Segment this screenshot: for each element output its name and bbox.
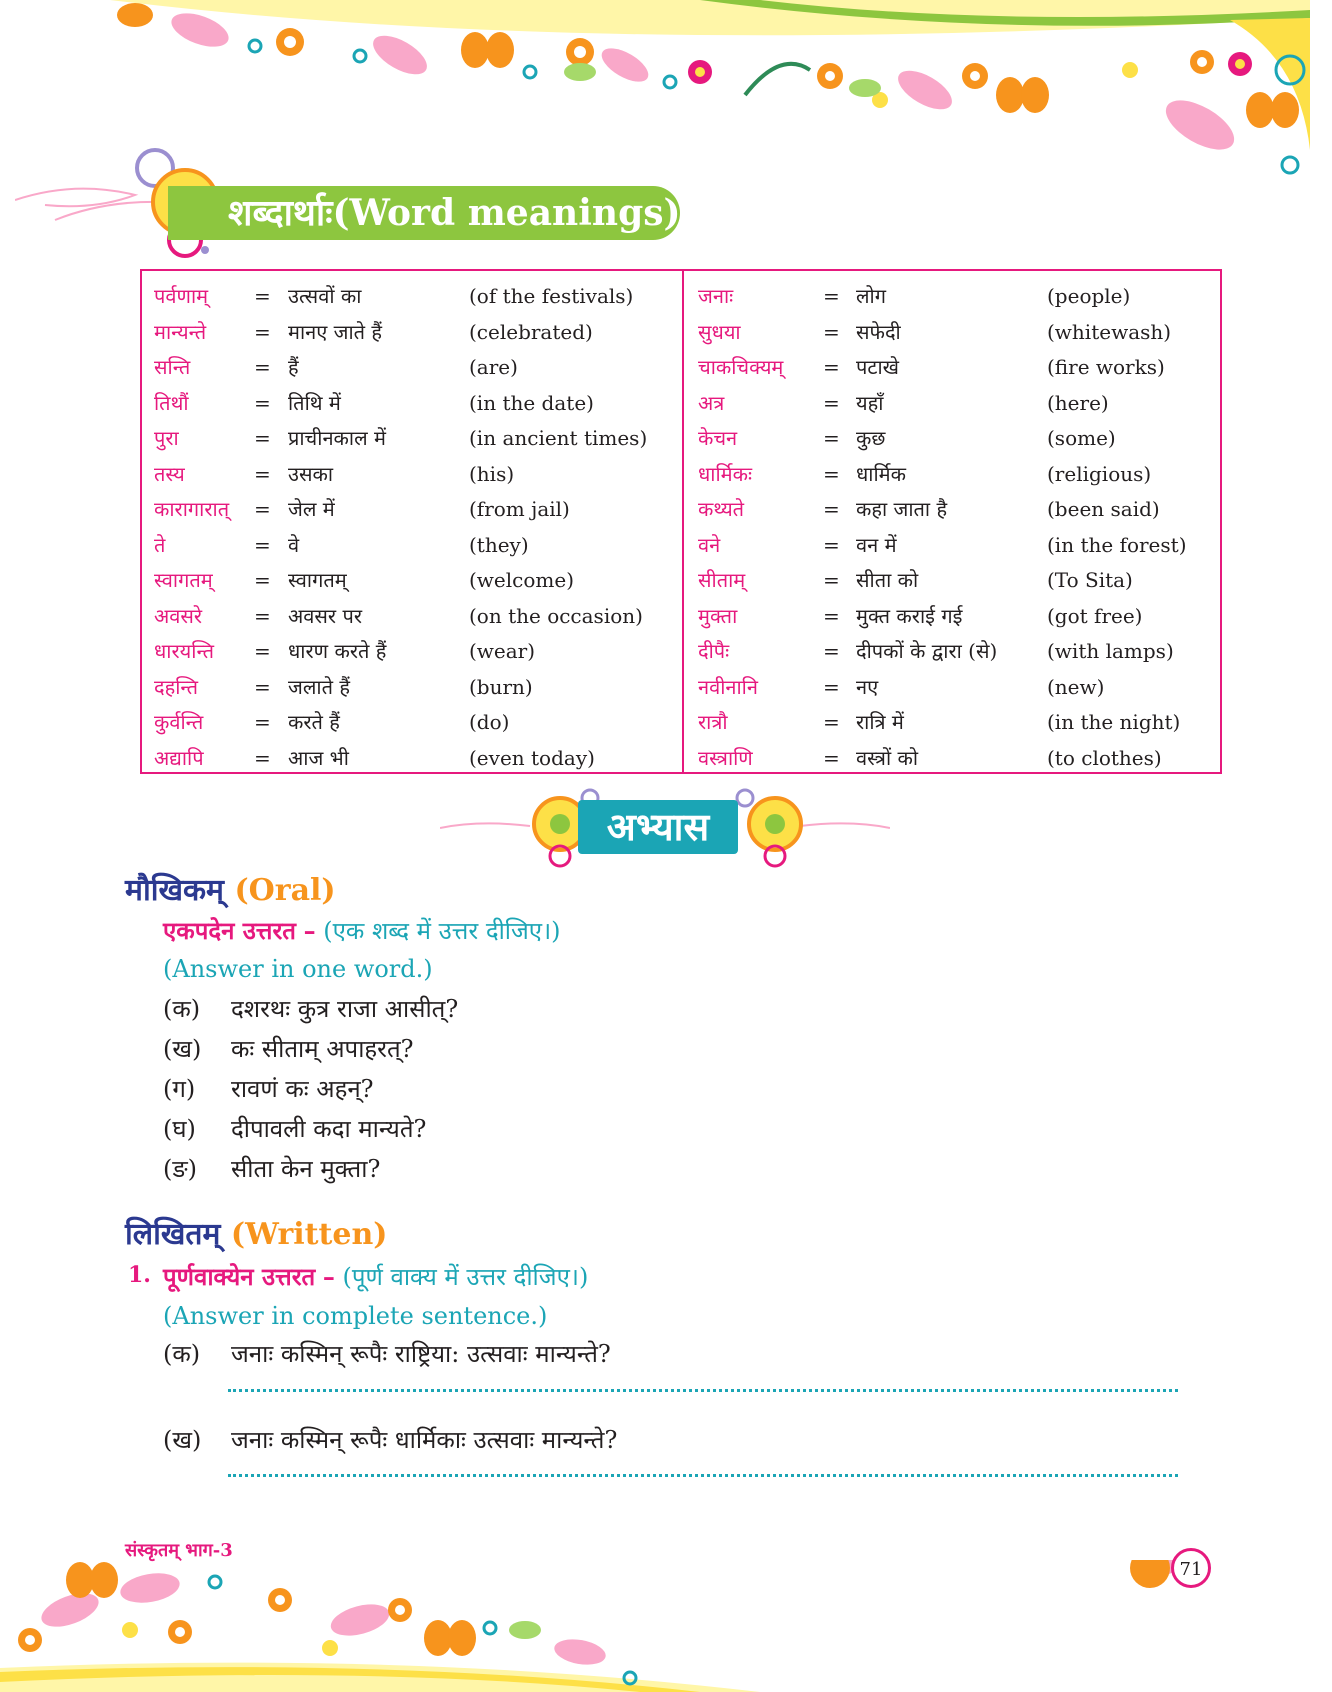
- english-meaning: (people): [1047, 284, 1131, 308]
- hindi-meaning: सीता को: [856, 568, 919, 592]
- english-meaning: (To Sita): [1047, 568, 1133, 592]
- equals-sign: =: [823, 568, 840, 592]
- hindi-meaning: करते हैं: [288, 710, 340, 734]
- question-label: (ङ): [163, 1155, 198, 1183]
- equals-sign: =: [254, 461, 271, 486]
- equals-sign: =: [823, 355, 840, 379]
- table-row: [154, 670, 674, 706]
- table-row: [154, 315, 674, 351]
- english-meaning: (burn): [469, 674, 533, 699]
- equals-sign: =: [823, 674, 840, 699]
- leaf-icon: [509, 1621, 541, 1639]
- english-meaning: (here): [1047, 390, 1109, 415]
- sanskrit-word: ते: [154, 532, 166, 557]
- table-row: [698, 350, 1218, 386]
- equals-sign: =: [823, 532, 840, 557]
- hindi-meaning: उसका: [288, 461, 334, 486]
- table-row: [154, 457, 674, 493]
- butterfly-icon: [66, 1562, 476, 1656]
- english-meaning: (in the night): [1047, 710, 1181, 734]
- equals-sign: =: [823, 284, 840, 308]
- written-title-sanskrit: लिखितम्: [125, 1217, 221, 1252]
- page-number: 71: [1171, 1548, 1211, 1588]
- oral-title-sanskrit: मौखिकम्: [125, 873, 224, 908]
- question-text: जनाः कस्मिन् रूपैः धार्मिकाः उत्सवाः मान्यन्ते?: [231, 1426, 618, 1454]
- hindi-meaning: मानए जाते हैं: [288, 319, 383, 344]
- sanskrit-word: चाकचिक्यम्: [698, 355, 784, 379]
- equals-sign: =: [823, 319, 840, 344]
- equals-sign: =: [823, 497, 840, 521]
- equals-sign: =: [254, 319, 271, 344]
- sanskrit-word: धार्मिकः: [698, 461, 753, 486]
- english-meaning: (his): [469, 461, 515, 486]
- table-divider: [682, 271, 684, 772]
- bottom-floral-border: [0, 1560, 1332, 1692]
- sanskrit-word: मान्यन्ते: [154, 319, 207, 344]
- table-row: [154, 528, 674, 564]
- sanskrit-word: तिथौं: [154, 390, 189, 415]
- written-question: [163, 1337, 611, 1370]
- equals-sign: =: [823, 603, 840, 628]
- written-instruction-english: (Answer in complete sentence.): [163, 1302, 548, 1330]
- table-row: [698, 670, 1218, 706]
- petal-icon: [37, 1569, 608, 1668]
- sanskrit-word: सीताम्: [698, 568, 746, 592]
- table-row: [154, 279, 674, 315]
- sanskrit-word: तस्य: [154, 461, 185, 486]
- english-meaning: (wear): [469, 639, 536, 663]
- english-meaning: (new): [1047, 674, 1105, 699]
- english-meaning: (from jail): [469, 497, 570, 521]
- table-row: [154, 741, 674, 777]
- question-label: (ख): [163, 1426, 202, 1454]
- written-title-english: (Written): [230, 1217, 388, 1252]
- oral-title-english: (Oral): [234, 873, 336, 908]
- oral-instruction-hindi: (एक शब्द में उत्तर दीजिए।): [323, 917, 561, 945]
- answer-line[interactable]: [228, 1474, 1178, 1477]
- oral-question: [163, 992, 458, 1025]
- sanskrit-word: स्वागतम्: [154, 568, 213, 592]
- english-meaning: (got free): [1047, 603, 1143, 628]
- sanskrit-word: सन्ति: [154, 355, 191, 379]
- hindi-meaning: वस्त्रों को: [856, 745, 919, 770]
- sanskrit-word: नवीनानि: [698, 674, 758, 699]
- equals-sign: =: [254, 497, 271, 521]
- sanskrit-word: मुक्ता: [698, 603, 738, 628]
- equals-sign: =: [823, 710, 840, 734]
- equals-sign: =: [823, 390, 840, 415]
- sanskrit-word: अत्र: [698, 390, 725, 415]
- english-meaning: (with lamps): [1047, 639, 1174, 663]
- english-meaning: (in the forest): [1047, 532, 1187, 557]
- equals-sign: =: [823, 639, 840, 663]
- sanskrit-word: अवसरे: [154, 603, 203, 628]
- hindi-meaning: जलाते हैं: [288, 674, 350, 699]
- table-row: [154, 421, 674, 457]
- english-meaning: (in ancient times): [469, 426, 648, 450]
- question-label: (ग): [163, 1075, 196, 1103]
- equals-sign: =: [254, 426, 271, 450]
- table-row: [698, 634, 1218, 670]
- sanskrit-word: पर्वणाम्: [154, 284, 209, 308]
- written-instruction: [163, 1260, 588, 1293]
- hindi-meaning: दीपकों के द्वारा (से): [856, 639, 998, 663]
- table-row: [698, 492, 1218, 528]
- hindi-meaning: सफेदी: [856, 319, 901, 344]
- sanskrit-word: केचन: [698, 426, 738, 450]
- question-text: जनाः कस्मिन् रूपैः राष्ट्रिया: उत्सवाः मान्यन्ते?: [231, 1340, 611, 1368]
- equals-sign: =: [823, 745, 840, 770]
- oral-question: [163, 1112, 426, 1145]
- abhyas-title: अभ्यास: [606, 804, 710, 849]
- book-title: संस्कृतम् भाग-3: [125, 1540, 233, 1561]
- english-meaning: (of the festivals): [469, 284, 634, 308]
- hindi-meaning: लोग: [856, 284, 886, 308]
- table-row: [698, 563, 1218, 599]
- question-label: (क): [163, 995, 201, 1023]
- question-label: (ख): [163, 1035, 202, 1063]
- hindi-meaning: धारण करते हैं: [288, 639, 387, 663]
- hindi-meaning: उत्सवों का: [288, 284, 362, 308]
- question-text: दशरथः कुत्र राजा आसीत्?: [231, 995, 459, 1023]
- sanskrit-word: वने: [698, 532, 721, 557]
- equals-sign: =: [823, 461, 840, 486]
- hindi-meaning: वन में: [856, 532, 897, 557]
- question-text: रावणं कः अहन्?: [231, 1075, 374, 1103]
- table-row: [698, 741, 1218, 777]
- hindi-meaning: अवसर पर: [288, 603, 362, 628]
- sanskrit-word: जनाः: [698, 284, 734, 308]
- equals-sign: =: [254, 568, 271, 592]
- english-meaning: (to clothes): [1047, 745, 1162, 770]
- equals-sign: =: [254, 745, 271, 770]
- oral-question: [163, 1152, 380, 1185]
- equals-sign: =: [254, 355, 271, 379]
- hindi-meaning: आज भी: [288, 745, 349, 770]
- table-row: [698, 528, 1218, 564]
- table-row: [154, 492, 674, 528]
- table-row: [698, 386, 1218, 422]
- table-row: [698, 421, 1218, 457]
- english-meaning: (whitewash): [1047, 319, 1172, 344]
- hindi-meaning: नए: [856, 674, 879, 699]
- sanskrit-word: रात्रौ: [698, 710, 728, 734]
- sanskrit-word: दीपैः: [698, 639, 730, 663]
- english-meaning: (fire works): [1047, 355, 1165, 379]
- sanskrit-word: सुधया: [698, 319, 741, 344]
- equals-sign: =: [823, 426, 840, 450]
- oral-question: [163, 1072, 374, 1105]
- written-instruction-dash: –: [322, 1262, 335, 1291]
- question-text: सीता केन मुक्ता?: [231, 1155, 381, 1183]
- oral-instruction-key: एकपदेन उत्तरत: [163, 916, 296, 945]
- question-text: कः सीताम् अपाहरत्?: [231, 1035, 414, 1063]
- question-label: (क): [163, 1340, 201, 1368]
- equals-sign: =: [254, 710, 271, 734]
- word-meanings-table: [140, 269, 1222, 774]
- table-row: [154, 563, 674, 599]
- hindi-meaning: तिथि में: [288, 390, 341, 415]
- english-meaning: (been said): [1047, 497, 1160, 521]
- equals-sign: =: [254, 390, 271, 415]
- hindi-meaning: स्वागतम्: [288, 568, 347, 592]
- sanskrit-word: दहन्ति: [154, 674, 198, 699]
- english-meaning: (welcome): [469, 568, 574, 592]
- hindi-meaning: यहाँ: [856, 390, 884, 415]
- written-section-title: [125, 1212, 387, 1253]
- english-meaning: (celebrated): [469, 319, 593, 344]
- question-text: दीपावली कदा मान्यते?: [231, 1115, 427, 1143]
- sanskrit-word: धारयन्ति: [154, 639, 214, 663]
- equals-sign: =: [254, 532, 271, 557]
- oral-instruction-dash: –: [303, 916, 316, 945]
- table-right-column: [698, 279, 1218, 776]
- hindi-meaning: वे: [288, 532, 300, 557]
- hindi-meaning: पटाखे: [856, 355, 899, 379]
- english-meaning: (religious): [1047, 461, 1152, 486]
- english-meaning: (some): [1047, 426, 1116, 450]
- table-row: [154, 386, 674, 422]
- table-row: [154, 634, 674, 670]
- sanskrit-word: पुरा: [154, 426, 179, 450]
- table-row: [698, 599, 1218, 635]
- question-label: (घ): [163, 1115, 196, 1143]
- english-meaning: (do): [469, 710, 510, 734]
- hindi-meaning: प्राचीनकाल में: [288, 426, 386, 450]
- table-row: [698, 315, 1218, 351]
- table-row: [154, 705, 674, 741]
- hindi-meaning: रात्रि में: [856, 710, 904, 734]
- oral-question: [163, 1032, 414, 1065]
- sanskrit-word: वस्त्राणि: [698, 745, 753, 770]
- hindi-meaning: हैं: [288, 355, 299, 379]
- answer-line[interactable]: [228, 1389, 1178, 1392]
- table-row: [698, 705, 1218, 741]
- equals-sign: =: [254, 284, 271, 308]
- page-heading: शब्दार्थाः(Word meanings): [228, 192, 681, 234]
- english-meaning: (they): [469, 532, 529, 557]
- english-meaning: (on the occasion): [469, 603, 643, 628]
- oral-instruction-english: (Answer in one word.): [163, 955, 433, 983]
- equals-sign: =: [254, 674, 271, 699]
- english-meaning: (in the date): [469, 390, 594, 415]
- table-row: [698, 279, 1218, 315]
- table-row: [154, 350, 674, 386]
- equals-sign: =: [254, 639, 271, 663]
- hindi-meaning: कुछ: [856, 426, 886, 450]
- table-row: [154, 599, 674, 635]
- hindi-meaning: मुक्त कराई गई: [856, 603, 963, 628]
- hindi-meaning: कहा जाता है: [856, 497, 948, 521]
- oral-section-title: [125, 868, 336, 909]
- written-question: [163, 1423, 617, 1456]
- sanskrit-word: कथ्यते: [698, 497, 745, 521]
- written-instruction-hindi: (पूर्ण वाक्य में उत्तर दीजिए।): [342, 1263, 589, 1291]
- hindi-meaning: जेल में: [288, 497, 335, 521]
- table-left-column: [154, 279, 674, 776]
- oral-instruction: [163, 914, 561, 947]
- sanskrit-word: अद्यापि: [154, 745, 204, 770]
- table-row: [698, 457, 1218, 493]
- sanskrit-word: कुर्वन्ति: [154, 710, 204, 734]
- english-meaning: (are): [469, 355, 518, 379]
- english-meaning: (even today): [469, 745, 595, 770]
- sanskrit-word: कारागारात्: [154, 497, 230, 521]
- equals-sign: =: [254, 603, 271, 628]
- written-instruction-key: पूर्णवाक्येन उत्तरत: [163, 1262, 316, 1291]
- hindi-meaning: धार्मिक: [856, 461, 906, 486]
- question-number: 1.: [128, 1262, 151, 1288]
